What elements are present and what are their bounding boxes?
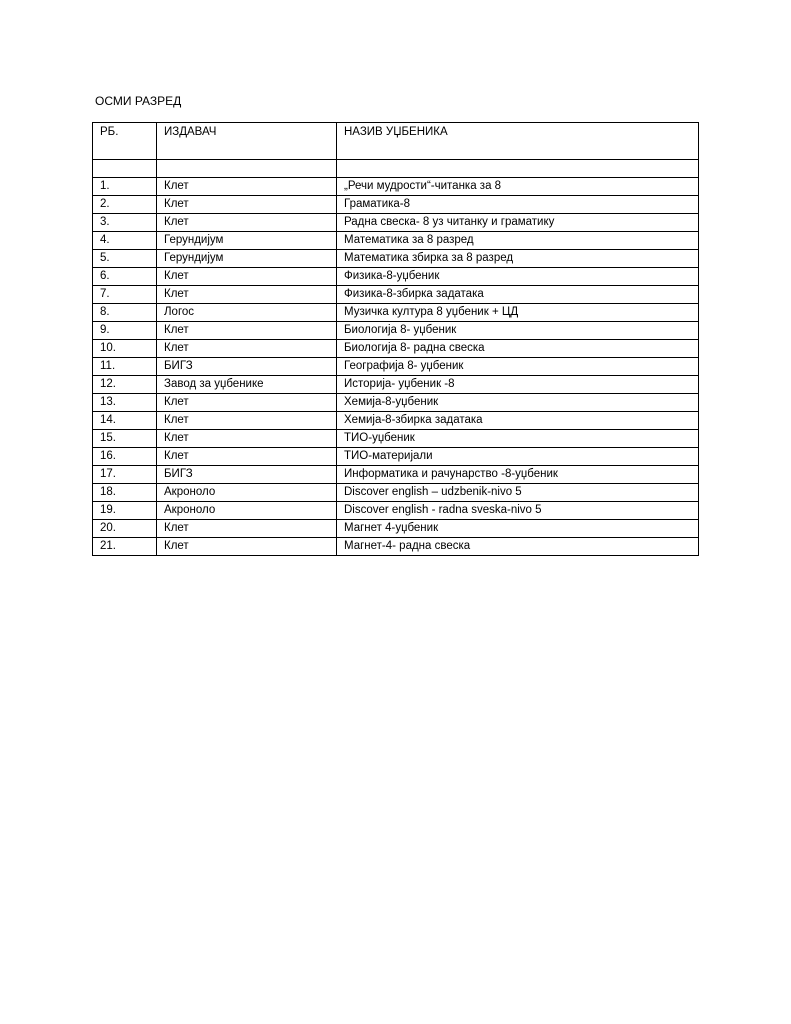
spacer-cell [93,160,157,178]
page-title: ОСМИ РАЗРЕД [95,94,182,108]
row-number-cell: 17. [93,466,157,484]
row-publisher-cell: Логос [157,304,337,322]
table-row [93,340,699,358]
row-title-cell: Хемија-8-уџбеник [337,394,699,412]
table-row [93,376,699,394]
table-row [93,484,699,502]
row-number-cell: 3. [93,214,157,232]
row-number-cell: 10. [93,340,157,358]
row-number-cell: 7. [93,286,157,304]
row-number-cell: 14. [93,412,157,430]
row-publisher-cell: Клет [157,340,337,358]
row-title-cell: ТИО-уџбеник [337,430,699,448]
table-row [93,538,699,556]
table-row [93,250,699,268]
row-publisher-cell: Клет [157,178,337,196]
textbook-table [92,122,699,556]
row-publisher-cell: Завод за уџбенике [157,376,337,394]
row-publisher-cell: Герундијум [157,232,337,250]
row-title-cell: Информатика и рачунарство -8-уџбеник [337,466,699,484]
table-row [93,520,699,538]
row-number-cell: 5. [93,250,157,268]
table-row [93,466,699,484]
row-title-cell: Discover english – udzbenik-nivo 5 [337,484,699,502]
table-header-row [93,123,699,160]
row-publisher-cell: Клет [157,322,337,340]
row-number-cell: 4. [93,232,157,250]
table-row [93,304,699,322]
row-publisher-cell: Герундијум [157,250,337,268]
row-publisher-cell: Клет [157,394,337,412]
row-title-cell: „Речи мудрости“-читанка за 8 [337,178,699,196]
row-number-cell: 15. [93,430,157,448]
table-row [93,412,699,430]
row-number-cell: 2. [93,196,157,214]
table-row [93,232,699,250]
row-publisher-cell: Клет [157,448,337,466]
row-number-cell: 8. [93,304,157,322]
row-title-cell: Магнет 4-уџбеник [337,520,699,538]
row-title-cell: Физика-8-збирка задатака [337,286,699,304]
row-publisher-cell: БИГЗ [157,466,337,484]
header-number: РБ. [93,123,157,160]
header-publisher: ИЗДАВАЧ [157,123,337,160]
row-title-cell: Радна свеска- 8 уз читанку и граматику [337,214,699,232]
row-number-cell: 11. [93,358,157,376]
row-publisher-cell: Акроноло [157,484,337,502]
row-publisher-cell: Клет [157,268,337,286]
row-publisher-cell: Клет [157,538,337,556]
row-title-cell: Discover english - radna sveska-nivo 5 [337,502,699,520]
table-row [93,358,699,376]
row-number-cell: 6. [93,268,157,286]
row-number-cell: 9. [93,322,157,340]
row-title-cell: Географија 8- уџбеник [337,358,699,376]
row-number-cell: 20. [93,520,157,538]
row-title-cell: Биологија 8- уџбеник [337,322,699,340]
row-number-cell: 16. [93,448,157,466]
table-row [93,430,699,448]
row-publisher-cell: Клет [157,412,337,430]
table-spacer-row [93,160,699,178]
row-publisher-cell: Клет [157,286,337,304]
row-publisher-cell: Клет [157,520,337,538]
table-row [93,196,699,214]
table-row [93,214,699,232]
table-body [93,160,699,556]
row-title-cell: Граматика-8 [337,196,699,214]
row-number-cell: 18. [93,484,157,502]
table-row [93,322,699,340]
table-row [93,286,699,304]
row-number-cell: 1. [93,178,157,196]
row-publisher-cell: БИГЗ [157,358,337,376]
table-row [93,268,699,286]
row-publisher-cell: Клет [157,196,337,214]
row-publisher-cell: Акроноло [157,502,337,520]
row-title-cell: Историја- уџбеник -8 [337,376,699,394]
header-title: НАЗИВ УЏБЕНИКА [337,123,699,160]
table-row [93,448,699,466]
row-title-cell: Математика за 8 разред [337,232,699,250]
row-title-cell: Хемија-8-збирка задатака [337,412,699,430]
row-number-cell: 19. [93,502,157,520]
row-title-cell: ТИО-материјали [337,448,699,466]
spacer-cell [337,160,699,178]
row-title-cell: Музичка култура 8 уџбеник + ЦД [337,304,699,322]
row-number-cell: 21. [93,538,157,556]
row-title-cell: Математика збирка за 8 разред [337,250,699,268]
row-publisher-cell: Клет [157,214,337,232]
row-number-cell: 12. [93,376,157,394]
spacer-cell [157,160,337,178]
table-row [93,502,699,520]
row-title-cell: Физика-8-уџбеник [337,268,699,286]
row-publisher-cell: Клет [157,430,337,448]
row-title-cell: Магнет-4- радна свеска [337,538,699,556]
table-row [93,394,699,412]
row-number-cell: 13. [93,394,157,412]
row-title-cell: Биологија 8- радна свеска [337,340,699,358]
table-row [93,178,699,196]
